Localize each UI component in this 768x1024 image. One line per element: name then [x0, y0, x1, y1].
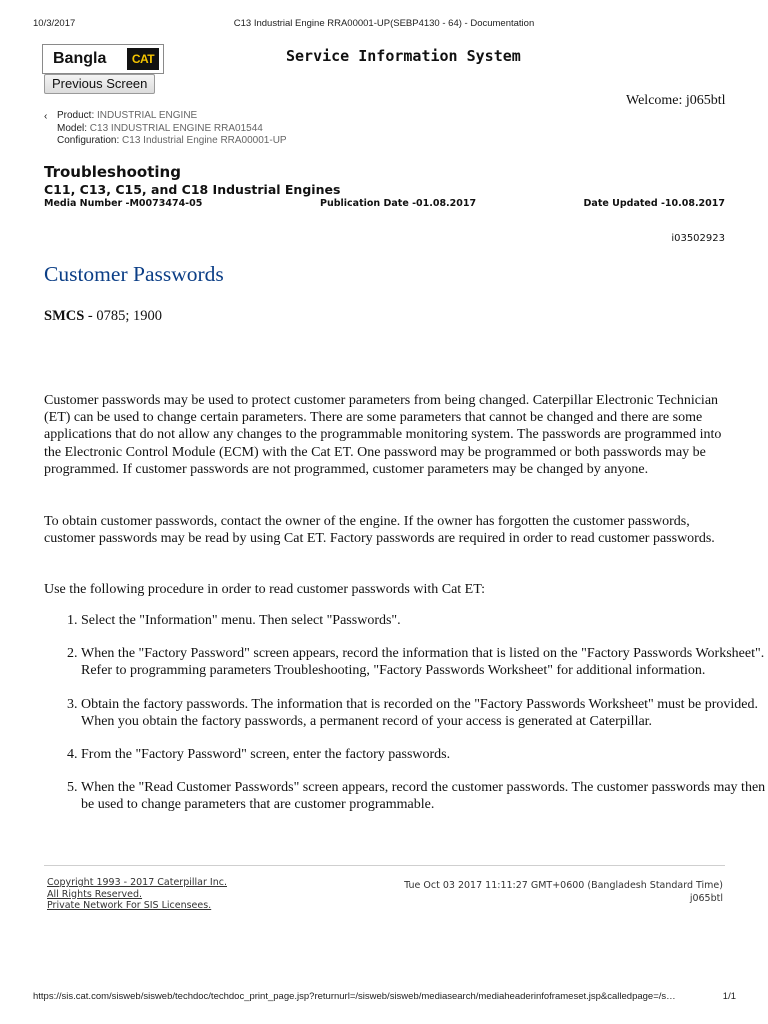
print-url: https://sis.cat.com/sisweb/sisweb/techdoc/techdoc_print_page.jsp?returnurl=/sisweb/sisweb/mediasearch/mediaheaderinfoframeset.jsp&calledpage=/s… [33, 991, 676, 1002]
procedure-steps [44, 612, 768, 830]
media-number: Media Number -M0073474-05 [44, 198, 203, 209]
footer-timestamp: Tue Oct 03 2017 11:11:27 GMT+0600 (Bangladesh Standard Time) [404, 880, 723, 891]
smcs-code [44, 308, 162, 325]
model-value: C13 INDUSTRIAL ENGINE RRA01544 [89, 122, 263, 134]
print-title: C13 Industrial Engine RRA00001-UP(SEBP4130 - 64) - Documentation [233, 18, 535, 29]
model-label: Model: [57, 122, 88, 134]
product-value: INDUSTRIAL ENGINE [97, 110, 198, 121]
welcome-text: Welcome: j065btl [626, 93, 726, 108]
document-id: i03502923 [671, 233, 725, 244]
procedure-step: 3. Obtain the factory passwords. The information that is recorded on the "Factory Passwords Worksheet" must be provided. When you obtain the factory passwords, a permanent record of your access is generated at Caterpillar. [81, 696, 768, 730]
configuration-label: Configuration: [57, 135, 120, 146]
procedure-step: 2. When the "Factory Password" screen appears, record the information that is listed on the "Factory Passwords Worksheet". Refer to programming parameters Troubleshooting, "Factory Passwords Worksheet" for additional information. [81, 645, 768, 679]
publication-date: Publication Date -01.08.2017 [320, 198, 477, 209]
smcs-label: SMCS [44, 308, 85, 324]
engine-family: C11, C13, C15, and C18 Industrial Engines [44, 182, 341, 197]
previous-screen-button[interactable]: Previous Screen [44, 74, 155, 94]
footer-links [47, 877, 227, 912]
product-label: Product: [57, 110, 95, 121]
dealer-logo [42, 44, 164, 74]
copyright-link[interactable]: Copyright 1993 - 2017 Caterpillar Inc. [47, 877, 227, 888]
print-date: 10/3/2017 [33, 18, 76, 29]
date-updated: Date Updated -10.08.2017 [583, 198, 725, 209]
paragraph-procedure: Use the following procedure in order to read customer passwords with Cat ET: [44, 582, 485, 597]
system-title: Service Information System [286, 47, 521, 65]
cat-logo-icon: CAT [127, 48, 159, 70]
page-title: Customer Passwords [44, 262, 224, 286]
section-title: Troubleshooting [44, 163, 181, 181]
procedure-step: 4. From the "Factory Password" screen, enter the factory passwords. [81, 746, 768, 763]
footer-user: j065btl [689, 892, 723, 904]
procedure-step: 1. Select the "Information" menu. Then select "Passwords". [81, 612, 768, 629]
page-number: 1/1 [722, 991, 736, 1002]
dealer-name: Bangla [53, 50, 107, 67]
rights-link[interactable]: All Rights Reserved. [47, 888, 143, 900]
footer-meta [404, 880, 723, 905]
private-network-link[interactable]: Private Network For SIS Licensees. [47, 900, 212, 911]
chevron-left-icon[interactable]: ‹ [44, 111, 48, 122]
paragraph-obtain: To obtain customer passwords, contact the owner of the engine. If the owner has forgotten the customer passwords, customer passwords may be read by using Cat ET. Factory passwords are required in order to read customer passwords. [44, 514, 715, 547]
configuration-value: C13 Industrial Engine RRA00001-UP [122, 135, 287, 146]
footer-divider [44, 865, 725, 866]
procedure-step: 5. When the "Read Customer Passwords" screen appears, record the customer passwords. The customer passwords may then be used to change parameters that are customer programmable. [81, 779, 768, 813]
paragraph-intro: Customer passwords may be used to protect customer parameters from being changed. Caterpillar Electronic Technician (ET) can be used to change certain parameters. There are some parameters that cannot be changed and there are some applications that do not allow any changes to the programmable monitoring system. The passwords are programmed into the Electronic Control Module (ECM) with the Cat ET. One password may be programmed or both passwords may be programmed. If customer passwords are not programmed, customer parameters may be changed by anyone. [44, 393, 722, 477]
breadcrumb [44, 110, 287, 148]
smcs-value: - 0785; 1900 [84, 308, 163, 324]
